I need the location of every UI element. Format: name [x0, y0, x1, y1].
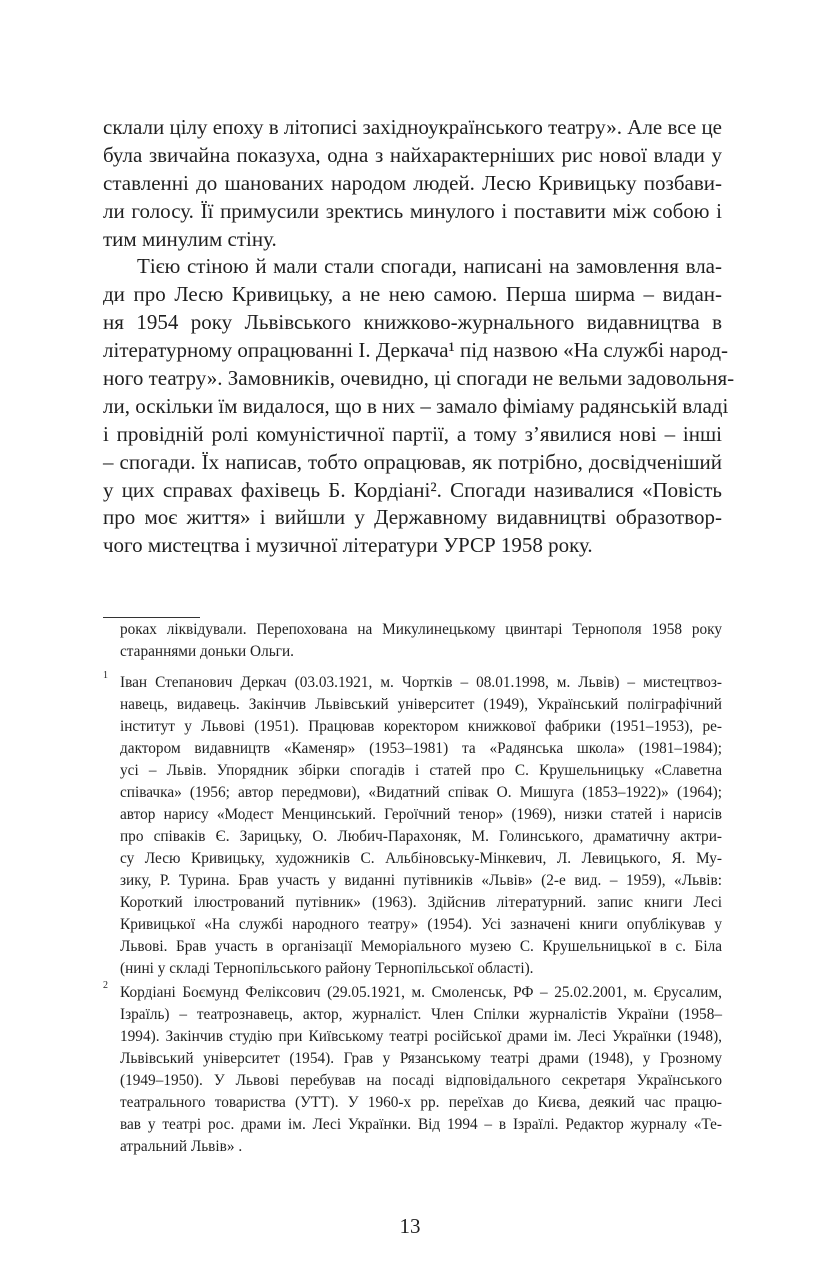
- footnote-line: Кордіані Боємунд Феліксович (29.05.1921, м. Смоленськ, РФ – 25.02.2001, м. Єрусалим,: [120, 984, 722, 1001]
- footnote-line: Короткий ілюстрований путівник» (1963). Здійснив літературний. запис книги Лесі: [120, 894, 722, 911]
- text-line: чого мистецтва і музичної літератури УРСР 1958 року.: [103, 533, 593, 558]
- footnote-line: Кривицької «На службі народного театру» (1954). Усі зазначені книги опублікував у: [120, 916, 722, 933]
- text-line: у цих справах фахівець Б. Кордіані². Спогади називалися «Повість: [103, 477, 722, 502]
- footnote-continuation: [103, 619, 722, 663]
- text-line: була звичайна показуха, одна з найхарактерніших рис нової влади у: [103, 142, 722, 167]
- main-text: [103, 114, 735, 560]
- footnote-line: су Лесю Кривицьку, художників С. Альбіновську-Мінкевич, Л. Левицького, Я. Му-: [120, 850, 722, 867]
- page-number: 13: [399, 1214, 421, 1238]
- footnote-line: інститут у Львові (1951). Працював коректором книжкової фабрики (1951–1953), ре-: [120, 718, 722, 735]
- footnote-line: (нині у складі Тернопільського району Тернопільської області).: [120, 960, 534, 977]
- text-line: – спогади. Їх написав, тобто опрацював, як потрібно, досвідченіший: [103, 449, 722, 474]
- footnote-line: про співаків Є. Зарицьку, О. Любич-Парахоняк, М. Голинського, драматичну актри-: [120, 828, 722, 845]
- footnote-marker: 2: [103, 980, 108, 991]
- text-line: про моє життя» і вийшли у Державному видавництві образотвор-: [103, 505, 722, 530]
- footnote-1: [103, 672, 722, 980]
- footnote-2: [103, 982, 722, 1158]
- footnote-line: співачка» (1956; автор передмови), «Видатний співак О. Мишуга (1853–1922)» (1964);: [120, 784, 722, 801]
- text-line: ставленні до шанованих народом людей. Лесю Кривицьку позбави-: [103, 170, 722, 195]
- text-line: ли голосу. Її примусили зректись минулого і поставити між собою і: [103, 198, 722, 223]
- footnote-line: 1994). Закінчив студію при Київському театрі російської драми ім. Лесі Українки (1948),: [120, 1028, 722, 1045]
- footnote-line: стараннями доньки Ольги.: [120, 643, 294, 660]
- footnote-marker: 1: [103, 670, 108, 681]
- text-line: ди про Лесю Кривицьку, а не нею самою. Перша ширма – видан-: [103, 282, 722, 307]
- footnote-line: атральний Львів» .: [120, 1138, 243, 1155]
- footnote-line: Іван Степанович Деркач (03.03.1921, м. Чортків – 08.01.1998, м. Львів) – мистецтвоз-: [120, 674, 722, 691]
- footnote-line: автор нарису «Модест Менцинський. Героїчний тенор» (1969), низки статей і нарисів: [120, 806, 722, 823]
- footnote-line: усі – Львів. Упорядник збірки спогадів і статей про С. Крушельницьку «Славетна: [120, 762, 722, 779]
- footnote-line: зику, Р. Турина. Брав участь у виданні путівників «Львів» (2-е вид. – 1959), «Львів:: [120, 872, 722, 889]
- footnote-line: вав у театрі рос. драми ім. Лесі Українки. Від 1994 – в Ізраїлі. Редактор журналу «Те-: [120, 1116, 722, 1133]
- footnote-line: роках ліквідували. Перепохована на Микулинецькому цвинтарі Тернополя 1958 року: [120, 621, 722, 638]
- text-line: склали цілу епоху в літописі західноукраїнського театру». Але все це: [103, 115, 722, 139]
- paragraph-1: [103, 114, 722, 253]
- footnote-line: дактором видавництв «Каменяр» (1953–1981) та «Радянська школа» (1981–1984);: [120, 740, 722, 757]
- footnote-line: Львівський університет (1954). Грав у Рязанському театрі драми (1948), у Грозному: [120, 1050, 722, 1067]
- footnote-line: навець, видавець. Закінчив Львівський університет (1949), Український поліграфічний: [120, 696, 722, 713]
- paragraph-2: [103, 253, 735, 560]
- text-line: ня 1954 року Львівського книжково-журнального видавництва в: [103, 310, 722, 335]
- footnote-line: Ізраїль) – театрознавець, актор, журналіст. Член Спілки журналістів України (1958–: [120, 1006, 722, 1023]
- footnote-separator: [103, 617, 200, 618]
- footnote-line: Львові. Брав участь в організації Меморіального музею С. Крушельницької в с. Біла: [120, 938, 722, 955]
- text-line: ли, оскільки їм видалося, що в них – замало фіміаму радянській владі: [103, 393, 729, 418]
- footnote-line: (1949–1950). У Львові перебував на посаді відповідального секретаря Українського: [120, 1072, 722, 1089]
- footnote-line: театрального товариства (УТТ). У 1960-х рр. переїхав до Києва, деякий час працю-: [120, 1094, 722, 1111]
- text-line: і провідній ролі комуністичної партії, а тому з’явилися нові – інші: [103, 421, 722, 446]
- text-line: тим минулим стіну.: [103, 226, 277, 251]
- text-line: ного театру». Замовників, очевидно, ці спогади не вельми задовольня-: [103, 366, 735, 391]
- text-line: Тією стіною й мали стали спогади, написані на замовлення вла-: [137, 254, 722, 279]
- text-line: літературному опрацюванні І. Деркача¹ під назвою «На службі народ-: [103, 338, 729, 363]
